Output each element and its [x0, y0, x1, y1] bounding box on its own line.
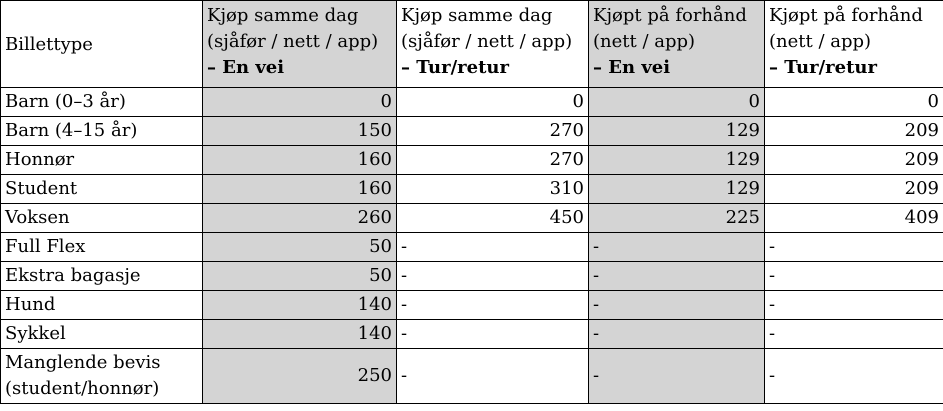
price-cell: 129	[589, 146, 765, 175]
price-cell: 209	[765, 117, 943, 146]
price-cell: 260	[203, 204, 397, 233]
column-header-line: (nett / app)	[593, 31, 696, 52]
column-header-line: Kjøp samme dag	[207, 5, 359, 26]
price-cell-empty: -	[589, 262, 765, 291]
column-header-same-day-one-way	[203, 1, 397, 88]
column-header-line: (nett / app)	[769, 31, 872, 52]
price-cell: 270	[397, 117, 589, 146]
price-cell: 150	[203, 117, 397, 146]
ticket-type-label: Hund	[1, 291, 203, 320]
price-cell-empty: -	[765, 291, 943, 320]
ticket-type-label-line: (student/honnør)	[5, 378, 160, 399]
table-row	[1, 349, 943, 404]
table-row	[1, 204, 943, 233]
price-cell: 409	[765, 204, 943, 233]
column-header-line: Kjøpt på forhånd	[769, 5, 923, 26]
price-cell: 225	[589, 204, 765, 233]
price-cell: 270	[397, 146, 589, 175]
price-cell: 0	[203, 88, 397, 117]
header-row	[1, 1, 943, 88]
ticket-type-label	[1, 349, 203, 404]
ticket-type-label: Voksen	[1, 204, 203, 233]
price-cell-empty: -	[589, 320, 765, 349]
column-header-line: Kjøp samme dag	[401, 5, 553, 26]
column-header-same-day-return	[397, 1, 589, 88]
column-header-trip-type: – En vei	[207, 57, 285, 78]
ticket-type-label: Barn (4–15 år)	[1, 117, 203, 146]
price-cell-empty: -	[589, 233, 765, 262]
price-cell: 209	[765, 175, 943, 204]
price-cell: 160	[203, 146, 397, 175]
price-cell-empty: -	[397, 349, 589, 404]
table-row	[1, 291, 943, 320]
price-cell: 140	[203, 291, 397, 320]
price-cell-empty: -	[589, 349, 765, 404]
price-cell-empty: -	[397, 291, 589, 320]
table-row	[1, 320, 943, 349]
ticket-type-label-line: Manglende bevis	[5, 352, 161, 373]
price-cell: 50	[203, 233, 397, 262]
column-header-trip-type: – Tur/retur	[401, 57, 509, 78]
ticket-type-label: Honnør	[1, 146, 203, 175]
price-cell-empty: -	[397, 262, 589, 291]
price-cell: 209	[765, 146, 943, 175]
column-header-line: (sjåfør / nett / app)	[207, 31, 379, 52]
price-cell: 0	[589, 88, 765, 117]
price-cell: 250	[203, 349, 397, 404]
price-cell-empty: -	[397, 233, 589, 262]
column-header-line: (sjåfør / nett / app)	[401, 31, 573, 52]
price-cell-empty: -	[589, 291, 765, 320]
price-cell-empty: -	[765, 349, 943, 404]
price-cell: 160	[203, 175, 397, 204]
column-header-trip-type: – En vei	[593, 57, 671, 78]
price-cell-empty: -	[765, 233, 943, 262]
table-row	[1, 146, 943, 175]
ticket-type-label: Barn (0–3 år)	[1, 88, 203, 117]
price-cell-empty: -	[765, 262, 943, 291]
column-header-advance-return	[765, 1, 943, 88]
price-cell: 50	[203, 262, 397, 291]
table-row	[1, 88, 943, 117]
column-header-trip-type: – Tur/retur	[769, 57, 877, 78]
table-row	[1, 262, 943, 291]
ticket-type-label: Student	[1, 175, 203, 204]
price-cell: 140	[203, 320, 397, 349]
price-cell: 0	[765, 88, 943, 117]
ticket-type-label: Full Flex	[1, 233, 203, 262]
price-cell-empty: -	[765, 320, 943, 349]
price-cell: 310	[397, 175, 589, 204]
column-header-line: Kjøpt på forhånd	[593, 5, 747, 26]
table-row	[1, 117, 943, 146]
price-cell: 450	[397, 204, 589, 233]
price-cell: 129	[589, 117, 765, 146]
price-cell-empty: -	[397, 320, 589, 349]
price-cell: 0	[397, 88, 589, 117]
column-header-advance-one-way	[589, 1, 765, 88]
ticket-type-label: Sykkel	[1, 320, 203, 349]
price-cell: 129	[589, 175, 765, 204]
ticket-type-label: Ekstra bagasje	[1, 262, 203, 291]
table-row	[1, 233, 943, 262]
column-header-ticket-type: Billettype	[1, 1, 203, 88]
table-row	[1, 175, 943, 204]
